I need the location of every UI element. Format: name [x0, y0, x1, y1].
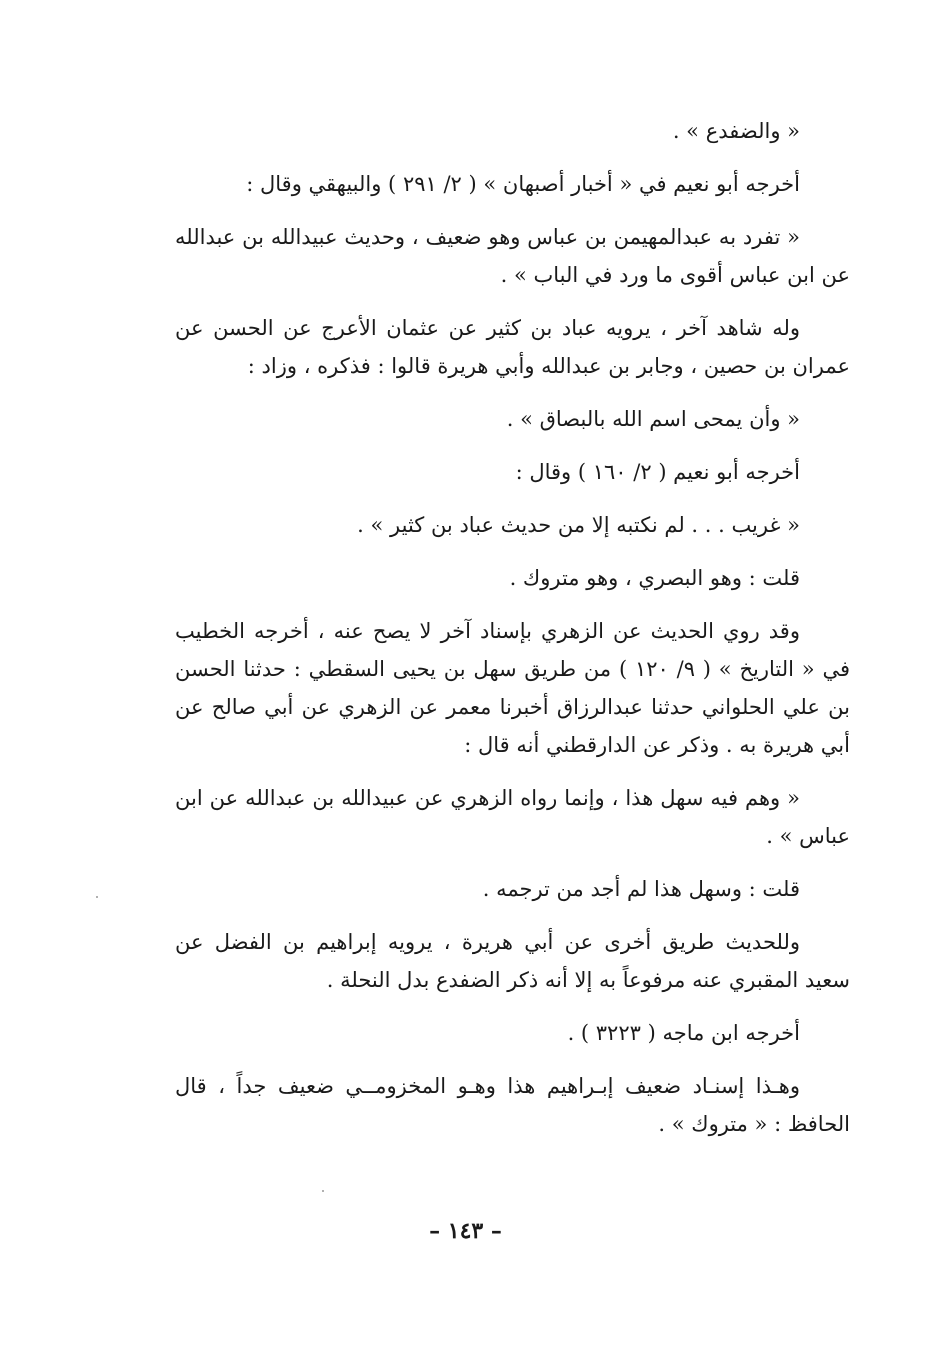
paragraph-other-route: وللحديث طريق أخرى عن أبي هريرة ، يرويه إبراهيم بن الفضل عن سعيد المقبري عنه مرفوعاً به إلا أنه ذكر الضفدع بدل النحلة .: [175, 930, 850, 992]
paragraph-comment-matruk: قلت : وهو البصري ، وهو متروك .: [509, 566, 800, 590]
paragraph-citation-abu-nuaym-2: أخرجه أبو نعيم ( ٢/ ١٦٠ ) وقال :: [515, 460, 800, 484]
paragraph-quote-spitting: « وأن يمحى اسم الله بالبصاق » .: [506, 407, 800, 431]
paragraph-quote-gharib: « غريب . . . لم نكتبه إلا من حديث عباد بن كثير » .: [357, 513, 800, 537]
paragraph-quote-daraqutni: « وهم فيه سهل هذا ، وإنما رواه الزهري عن عبيدالله بن عبدالله عن ابن عباس » .: [175, 786, 850, 848]
scan-speck: [322, 1190, 324, 1192]
paragraph-quote-end: « والضفدع » .: [672, 119, 800, 143]
paragraph-zuhri-chain: وقد روي الحديث عن الزهري بإسناد آخر لا يصح عنه ، أخرجه الخطيب في « التاريخ » ( ٩/ ١٢٠ ) من طريق سهل بن يحيى السقطي : حدثنا الحسن بن علي الحلواني حدثنا عبدالرزاق أخبرنا معمر عن الزهري عن أبي صالح عن أبي هريرة به . وذكر عن الدارقطني أنه قال :: [175, 619, 850, 757]
paragraph-citation-ibn-majah: أخرجه ابن ماجه ( ٣٢٢٣ ) .: [567, 1021, 800, 1045]
paragraph-quote-bayhaqi: « تفرد به عبدالمهيمن بن عباس وهو ضعيف ، وحديث عبيدالله بن عبدالله عن ابن عباس أقوى ما ورد في الباب » .: [175, 225, 850, 287]
page-body-text: [175, 112, 850, 1158]
paragraph-another-witness: وله شاهد آخر ، يرويه عباد بن كثير عن عثمان الأعرج عن الحسن عن عمران بن حصين ، وجابر بن عبدالله وأبي هريرة قالوا : فذكره ، وزاد :: [175, 316, 850, 378]
paragraph-isnad-weak: وهـذا إسنـاد ضعيف إبـراهيم هذا وهـو المخزومــي ضعيف جداً ، قال الحافظ : « متروك » .: [175, 1074, 850, 1136]
paragraph-citation-abu-nuaym: أخرجه أبو نعيم في « أخبار أصبهان » ( ٢/ ٢٩١ ) والبيهقي وقال :: [246, 172, 800, 196]
scan-speck: [96, 896, 98, 898]
paragraph-comment-sahl: قلت : وسهل هذا لم أجد من ترجمه .: [482, 877, 800, 901]
page-number: – ١٤٣ –: [429, 1218, 502, 1244]
